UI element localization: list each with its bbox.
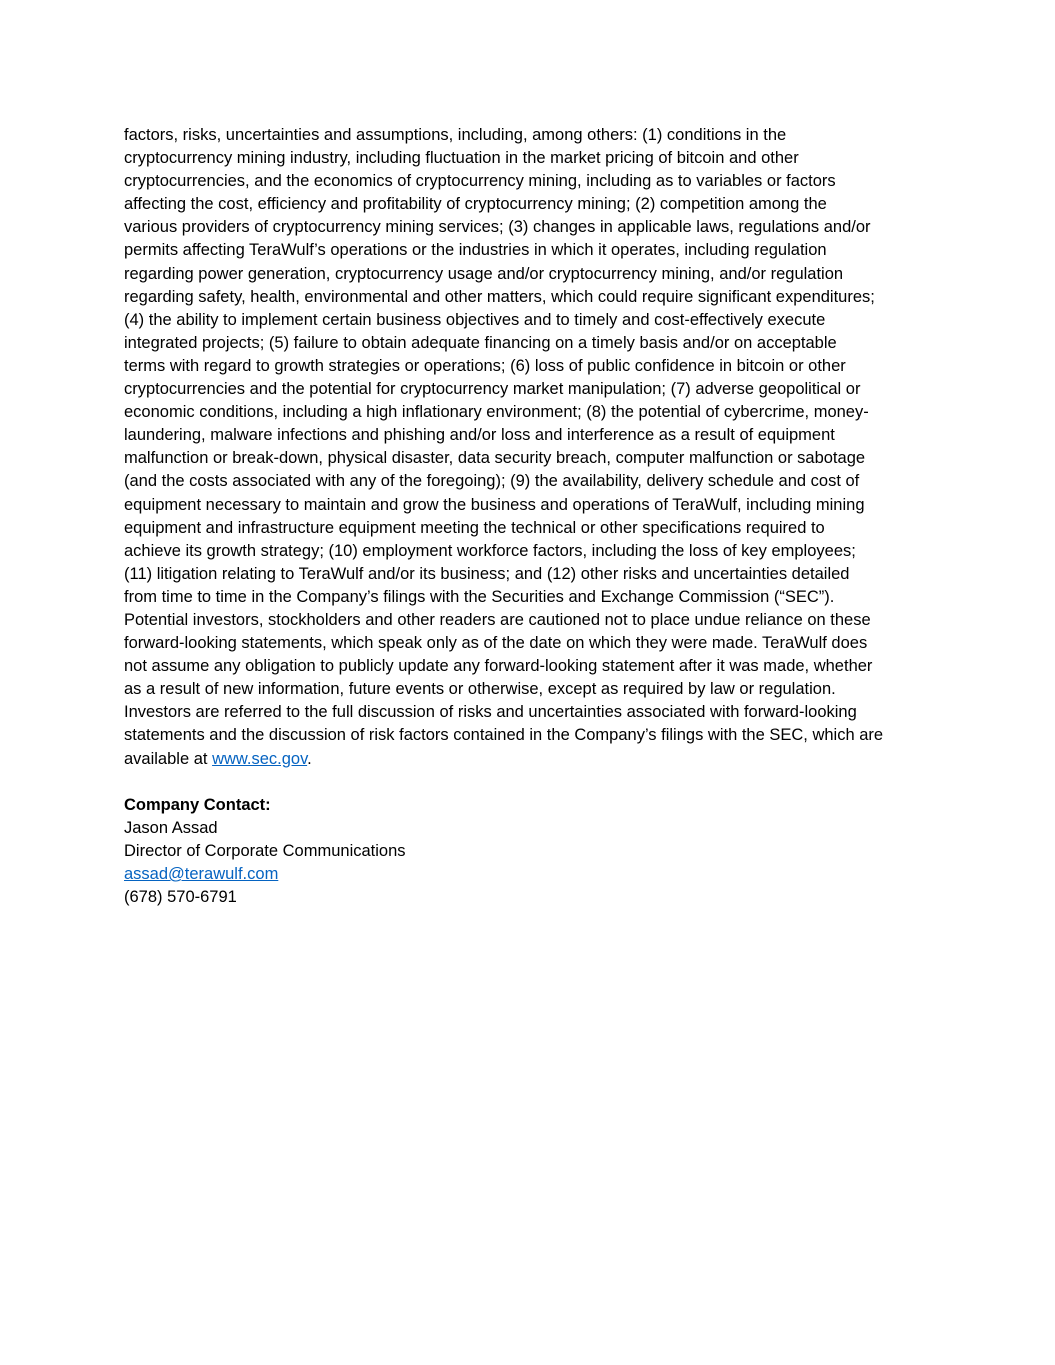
paragraph-line: Investors are referred to the full discussion of risks and uncertainties associated with forward-looking (124, 703, 857, 722)
paragraph-line: not assume any obligation to publicly update any forward-looking statement after it was made, whether (124, 657, 873, 676)
paragraph-line: integrated projects; (5) failure to obtain adequate financing on a timely basis and/or on acceptable (124, 333, 837, 352)
paragraph-line: from time to time in the Company’s filings with the Securities and Exchange Commission (“SEC”). (124, 587, 835, 606)
paragraph-line: affecting the cost, efficiency and profitability of cryptocurrency mining; (2) competition among the (124, 195, 827, 214)
paragraph-line: as a result of new information, future events or otherwise, except as required by law or regulation. (124, 680, 836, 699)
contact-name: Jason Assad (124, 818, 218, 837)
paragraph-last-line (124, 748, 939, 771)
paragraph-line: permits affecting TeraWulf’s operations or the industries in which it operates, including regulation (124, 241, 827, 260)
paragraph-line: terms with regard to growth strategies or operations; (6) loss of public confidence in bitcoin or other (124, 356, 846, 375)
paragraph-line: cryptocurrencies and the potential for cryptocurrency market manipulation; (7) adverse geopolitical or (124, 380, 861, 399)
company-contact-block (124, 794, 939, 909)
contact-phone: (678) 570-6791 (124, 888, 237, 907)
contact-title: Director of Corporate Communications (124, 841, 406, 860)
contact-heading: Company Contact: (124, 795, 271, 814)
paragraph-line: Potential investors, stockholders and other readers are cautioned not to place undue reliance on these (124, 610, 871, 629)
paragraph-line: regarding power generation, cryptocurrency usage and/or cryptocurrency mining, and/or regulation (124, 264, 844, 283)
available-at-text: available at (124, 749, 213, 768)
paragraph-line: cryptocurrency mining industry, including fluctuation in the market pricing of bitcoin and other (124, 149, 799, 168)
sec-gov-link[interactable]: www.sec.gov (212, 749, 308, 768)
paragraph-line: statements and the discussion of risk factors contained in the Company’s filings with the SEC, which are (124, 726, 884, 745)
paragraph-line: (11) litigation relating to TeraWulf and/or its business; and (12) other risks and uncertainties detailed (124, 564, 850, 583)
paragraph-line: forward-looking statements, which speak only as of the date on which they were made. TeraWulf does (124, 634, 868, 653)
paragraph-line: factors, risks, uncertainties and assumptions, including, among others: (1) conditions in the (124, 126, 787, 144)
paragraph-line: regarding safety, health, environmental and other matters, which could require significant expenditures; (124, 287, 875, 306)
paragraph-line: equipment and infrastructure equipment meeting the technical or other specifications required to (124, 518, 825, 537)
paragraph-line: laundering, malware infections and phishing and/or loss and interference as a result of equipment (124, 426, 835, 445)
contact-email-link[interactable]: assad@terawulf.com (124, 865, 279, 883)
paragraph-line: achieve its growth strategy; (10) employment workforce factors, including the loss of key employees; (124, 541, 856, 560)
paragraph-line: various providers of cryptocurrency mining services; (3) changes in applicable laws, regulations and/or (124, 218, 871, 237)
paragraph-line: (and the costs associated with any of the foregoing); (9) the availability, delivery schedule and cost of (124, 472, 860, 491)
forward-looking-statement-paragraph (124, 124, 939, 771)
paragraph-line: malfunction or break-down, physical disaster, data security breach, computer malfunction or sabotage (124, 449, 866, 468)
paragraph-line: (4) the ability to implement certain business objectives and to timely and cost-effectively execute (124, 310, 826, 329)
document-page (124, 124, 939, 909)
paragraph-line: economic conditions, including a high inflationary environment; (8) the potential of cybercrime, money- (124, 403, 869, 422)
period-text: . (307, 749, 312, 768)
paragraph-line: cryptocurrencies, and the economics of cryptocurrency mining, including as to variables or factors (124, 172, 836, 191)
paragraph-line: equipment necessary to maintain and grow the business and operations of TeraWulf, including mining (124, 495, 865, 514)
